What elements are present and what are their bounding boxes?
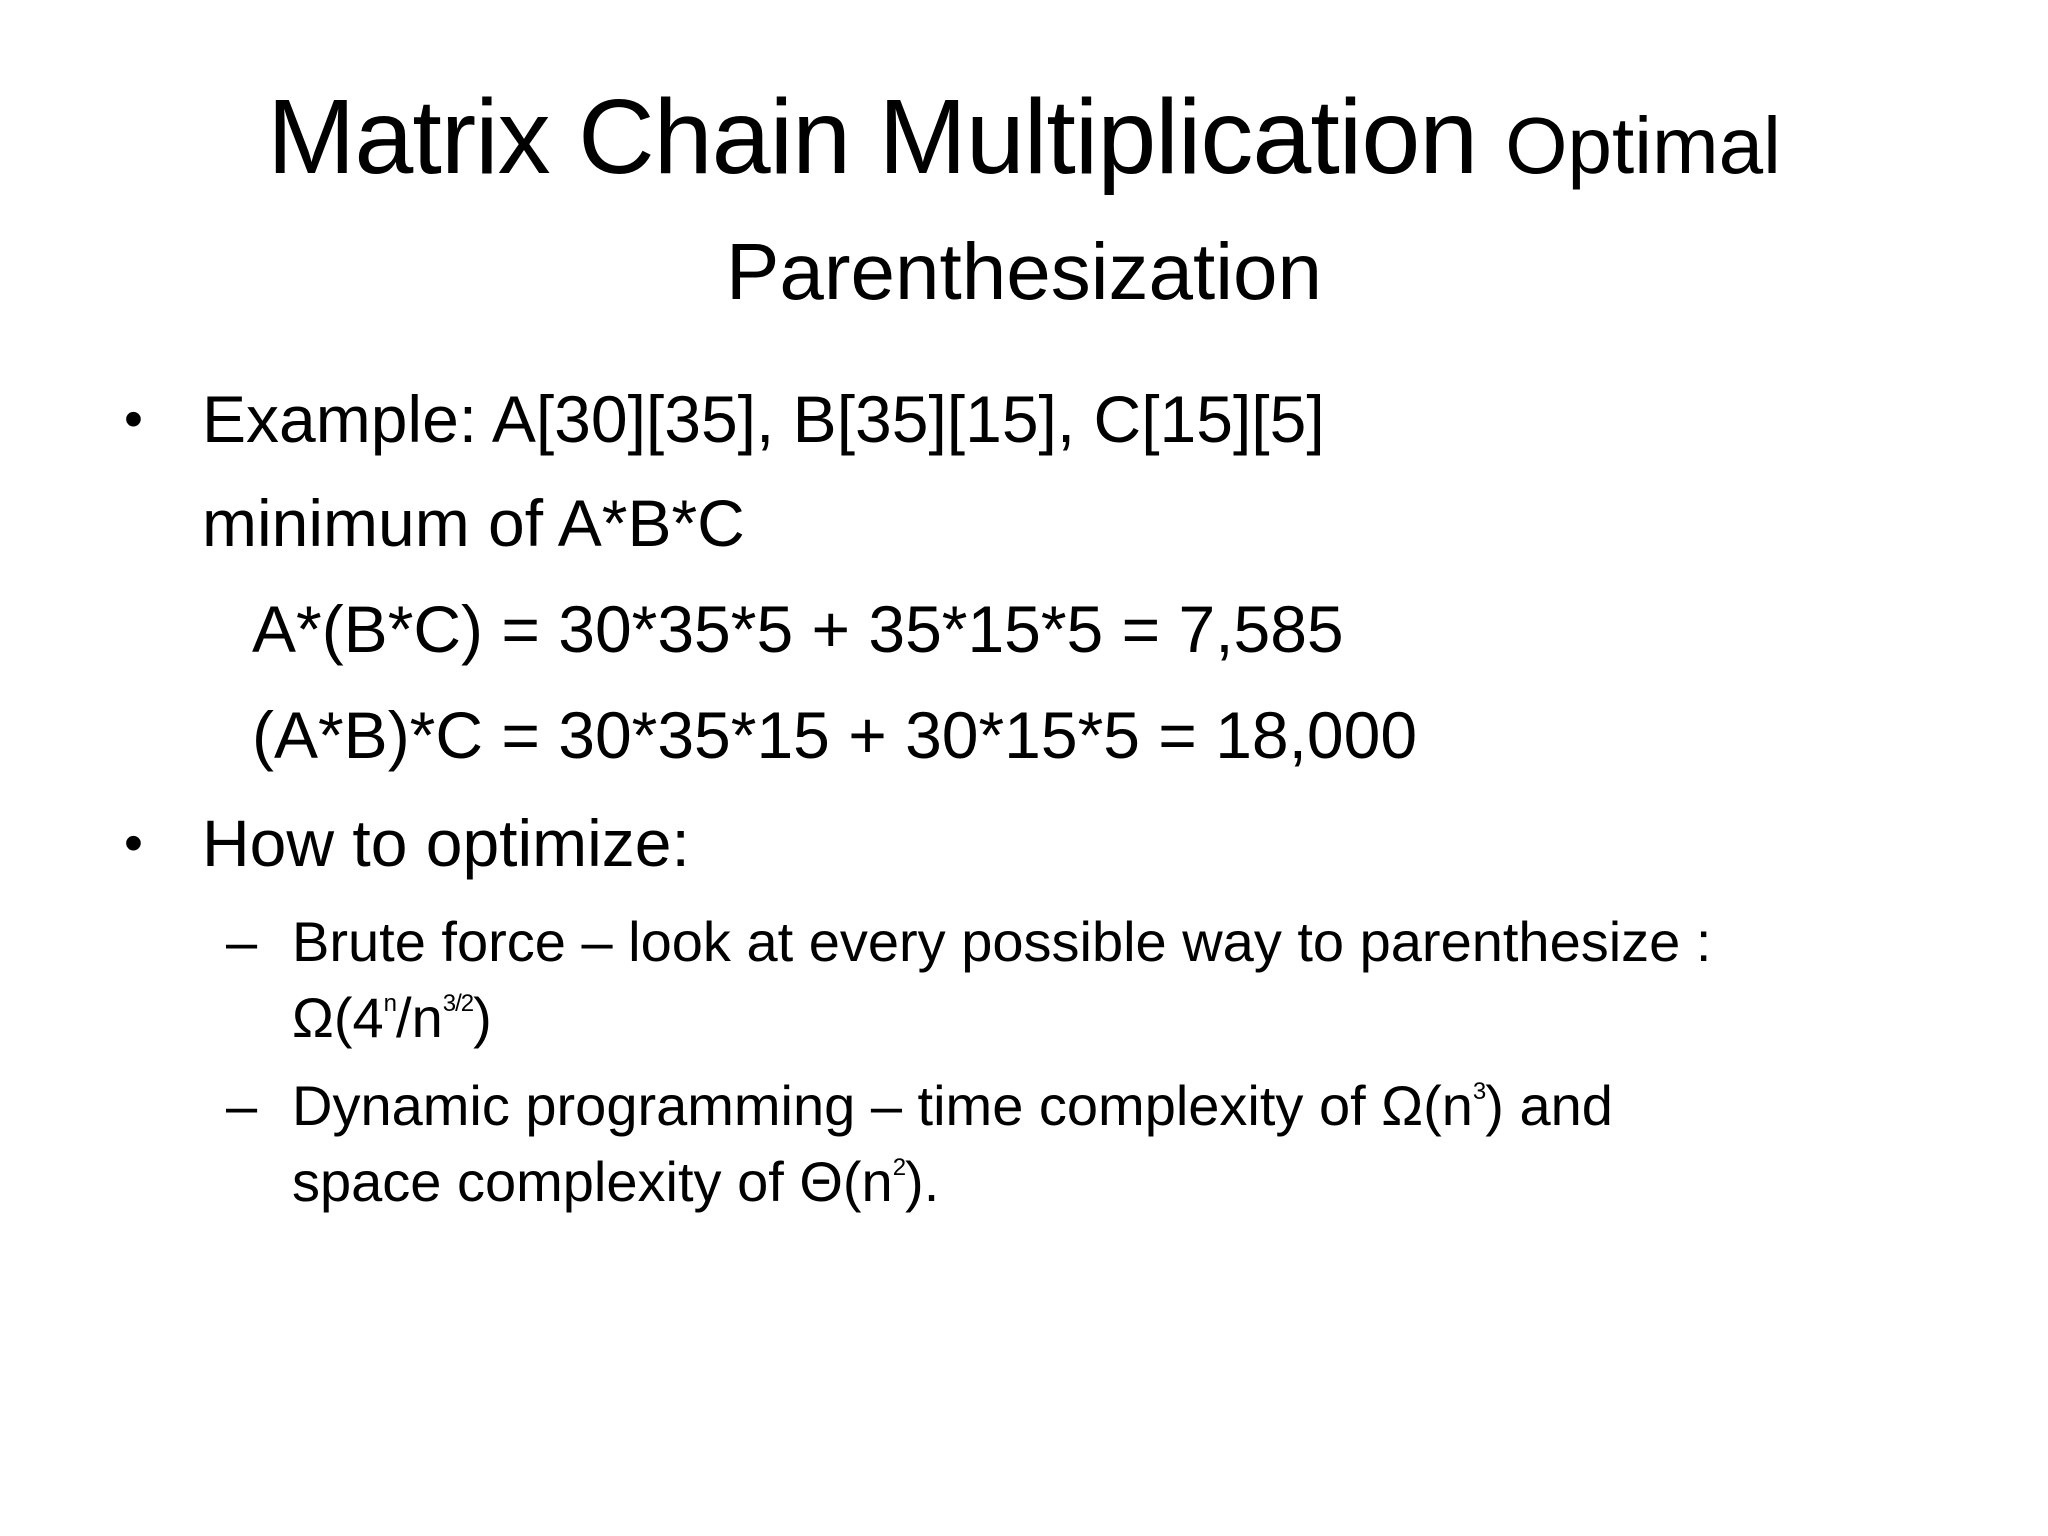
bullet-marker-2: •	[124, 813, 143, 873]
dp-line2-prefix: space complexity of Θ(n	[292, 1150, 893, 1213]
optimize-heading: How to optimize:	[202, 806, 690, 880]
superscript-n: n	[383, 990, 397, 1017]
equation-line-1: A*(B*C) = 30*35*5 + 35*15*5 = 7,585	[252, 592, 1344, 666]
superscript-3-2: 3/2	[442, 990, 474, 1017]
dash-marker-2: –	[226, 1074, 258, 1137]
brute-force-line1: Brute force – look at every possible way to parenthesize :	[292, 910, 1712, 973]
dp-line1-suffix: ) and	[1485, 1074, 1613, 1137]
title-main: Matrix Chain Multiplication	[267, 78, 1478, 196]
dynamic-programming-line1	[292, 1074, 1613, 1137]
dp-line2-suffix: ).	[905, 1150, 940, 1213]
superscript-3: 3	[1472, 1078, 1486, 1105]
complexity-mid: /n	[396, 986, 443, 1049]
brute-force-complexity	[292, 986, 492, 1049]
equation-line-2: (A*B)*C = 30*35*15 + 30*15*5 = 18,000	[252, 698, 1418, 772]
dp-line1-prefix: Dynamic programming – time complexity of Ω(n	[292, 1074, 1473, 1137]
complexity-prefix: Ω(4	[292, 986, 384, 1049]
slide-title	[100, 78, 1948, 196]
example-line: Example: A[30][35], B[35][15], C[15][5]	[202, 382, 1325, 456]
complexity-suffix: )	[473, 986, 492, 1049]
title-suffix: Optimal	[1505, 101, 1781, 190]
minimum-line: minimum of A*B*C	[202, 486, 745, 560]
superscript-2: 2	[892, 1154, 906, 1181]
bullet-marker-1: •	[124, 389, 143, 449]
dynamic-programming-line2	[292, 1150, 940, 1213]
dash-marker-1: –	[226, 910, 258, 973]
slide-title-line2: Parenthesization	[726, 227, 1322, 316]
